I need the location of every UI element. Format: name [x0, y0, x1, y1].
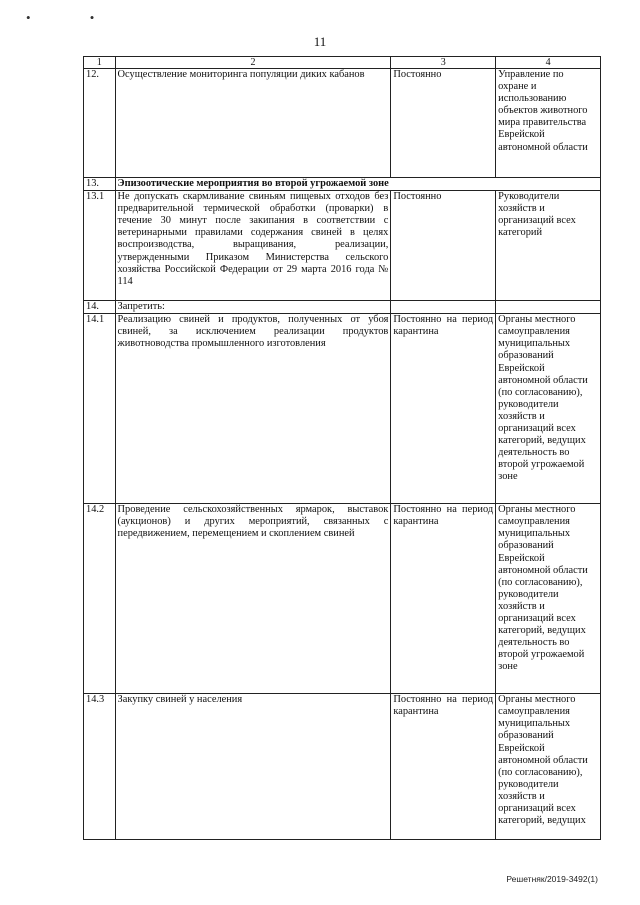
measure-text: Запретить:: [115, 301, 391, 314]
page-number: 11: [313, 34, 327, 49]
measure-responsible: [496, 301, 601, 314]
row-number: 12.: [84, 69, 116, 178]
row-number: 14.: [84, 301, 116, 314]
measure-responsible: Органы местного самоуправления муниципальных образований Еврейской автономной области (по согласованию), руководители хозяйств и организаций всех категорий, ведущих деятельность во второй угрожаемой зоне: [496, 504, 601, 694]
section-row: [84, 178, 601, 191]
document-footer-code: Решетняк/2019-3492(1): [506, 874, 598, 884]
row-number: 13.: [84, 178, 116, 191]
measure-text: Не допускать скармливание свиньям пищевых отходов без предварительной термической обработки (проварки) в течение 30 минут после закипания в соответствии с ветеринарными правилами содержания свиней в целях воспроизводства, выращивания, реализации, утвержденными Приказом Министерства сельского хозяйства Российской Федерации от 29 марта 2016 года № 114: [115, 191, 391, 301]
table-row: [84, 504, 601, 694]
table-row: [84, 314, 601, 504]
measure-text: Осуществление мониторинга популяции диких кабанов: [115, 69, 391, 178]
measure-period: Постоянно: [391, 191, 496, 301]
measure-period: Постоянно: [391, 69, 496, 178]
measure-period: Постоянно на период карантина: [391, 504, 496, 694]
column-header: 2: [115, 57, 391, 69]
measure-responsible: Руководители хозяйств и организаций всех категорий: [496, 191, 601, 301]
row-number: 13.1: [84, 191, 116, 301]
table-row: [84, 694, 601, 840]
column-header: 1: [84, 57, 116, 69]
table-row: [84, 191, 601, 301]
measure-period: Постоянно на период карантина: [391, 314, 496, 504]
row-number: 14.1: [84, 314, 116, 504]
column-header: 4: [496, 57, 601, 69]
measure-period: [391, 301, 496, 314]
measures-table: [83, 56, 601, 840]
measure-responsible: Управление по охране и использованию объектов животного мира правительства Еврейской автономной области: [496, 69, 601, 178]
measure-text: Проведение сельскохозяйственных ярмарок, выставок (аукционов) и других мероприятий, связанных с передвижением, перемещением и скоплением свиней: [115, 504, 391, 694]
measure-text: Реализацию свиней и продуктов, полученных от убоя свиней, за исключением реализации продуктов животноводства промышленного изготовления: [115, 314, 391, 504]
measure-responsible: Органы местного самоуправления муниципальных образований Еврейской автономной области (по согласованию), руководители хозяйств и организаций всех категорий, ведущих: [496, 694, 601, 840]
measure-period: Постоянно на период карантина: [391, 694, 496, 840]
measure-responsible: Органы местного самоуправления муниципальных образований Еврейской автономной области (по согласованию), руководители хозяйств и организаций всех категорий, ведущих деятельность во второй угрожаемой зоне: [496, 314, 601, 504]
column-header: 3: [391, 57, 496, 69]
section-title: Эпизоотические мероприятия во второй угрожаемой зоне: [115, 178, 600, 191]
scan-marks: • •: [26, 10, 123, 25]
row-number: 14.2: [84, 504, 116, 694]
measure-text: Закупку свиней у населения: [115, 694, 391, 840]
table-row: [84, 69, 601, 178]
row-number: 14.3: [84, 694, 116, 840]
table-row: [84, 301, 601, 314]
table-header-row: [84, 57, 601, 69]
